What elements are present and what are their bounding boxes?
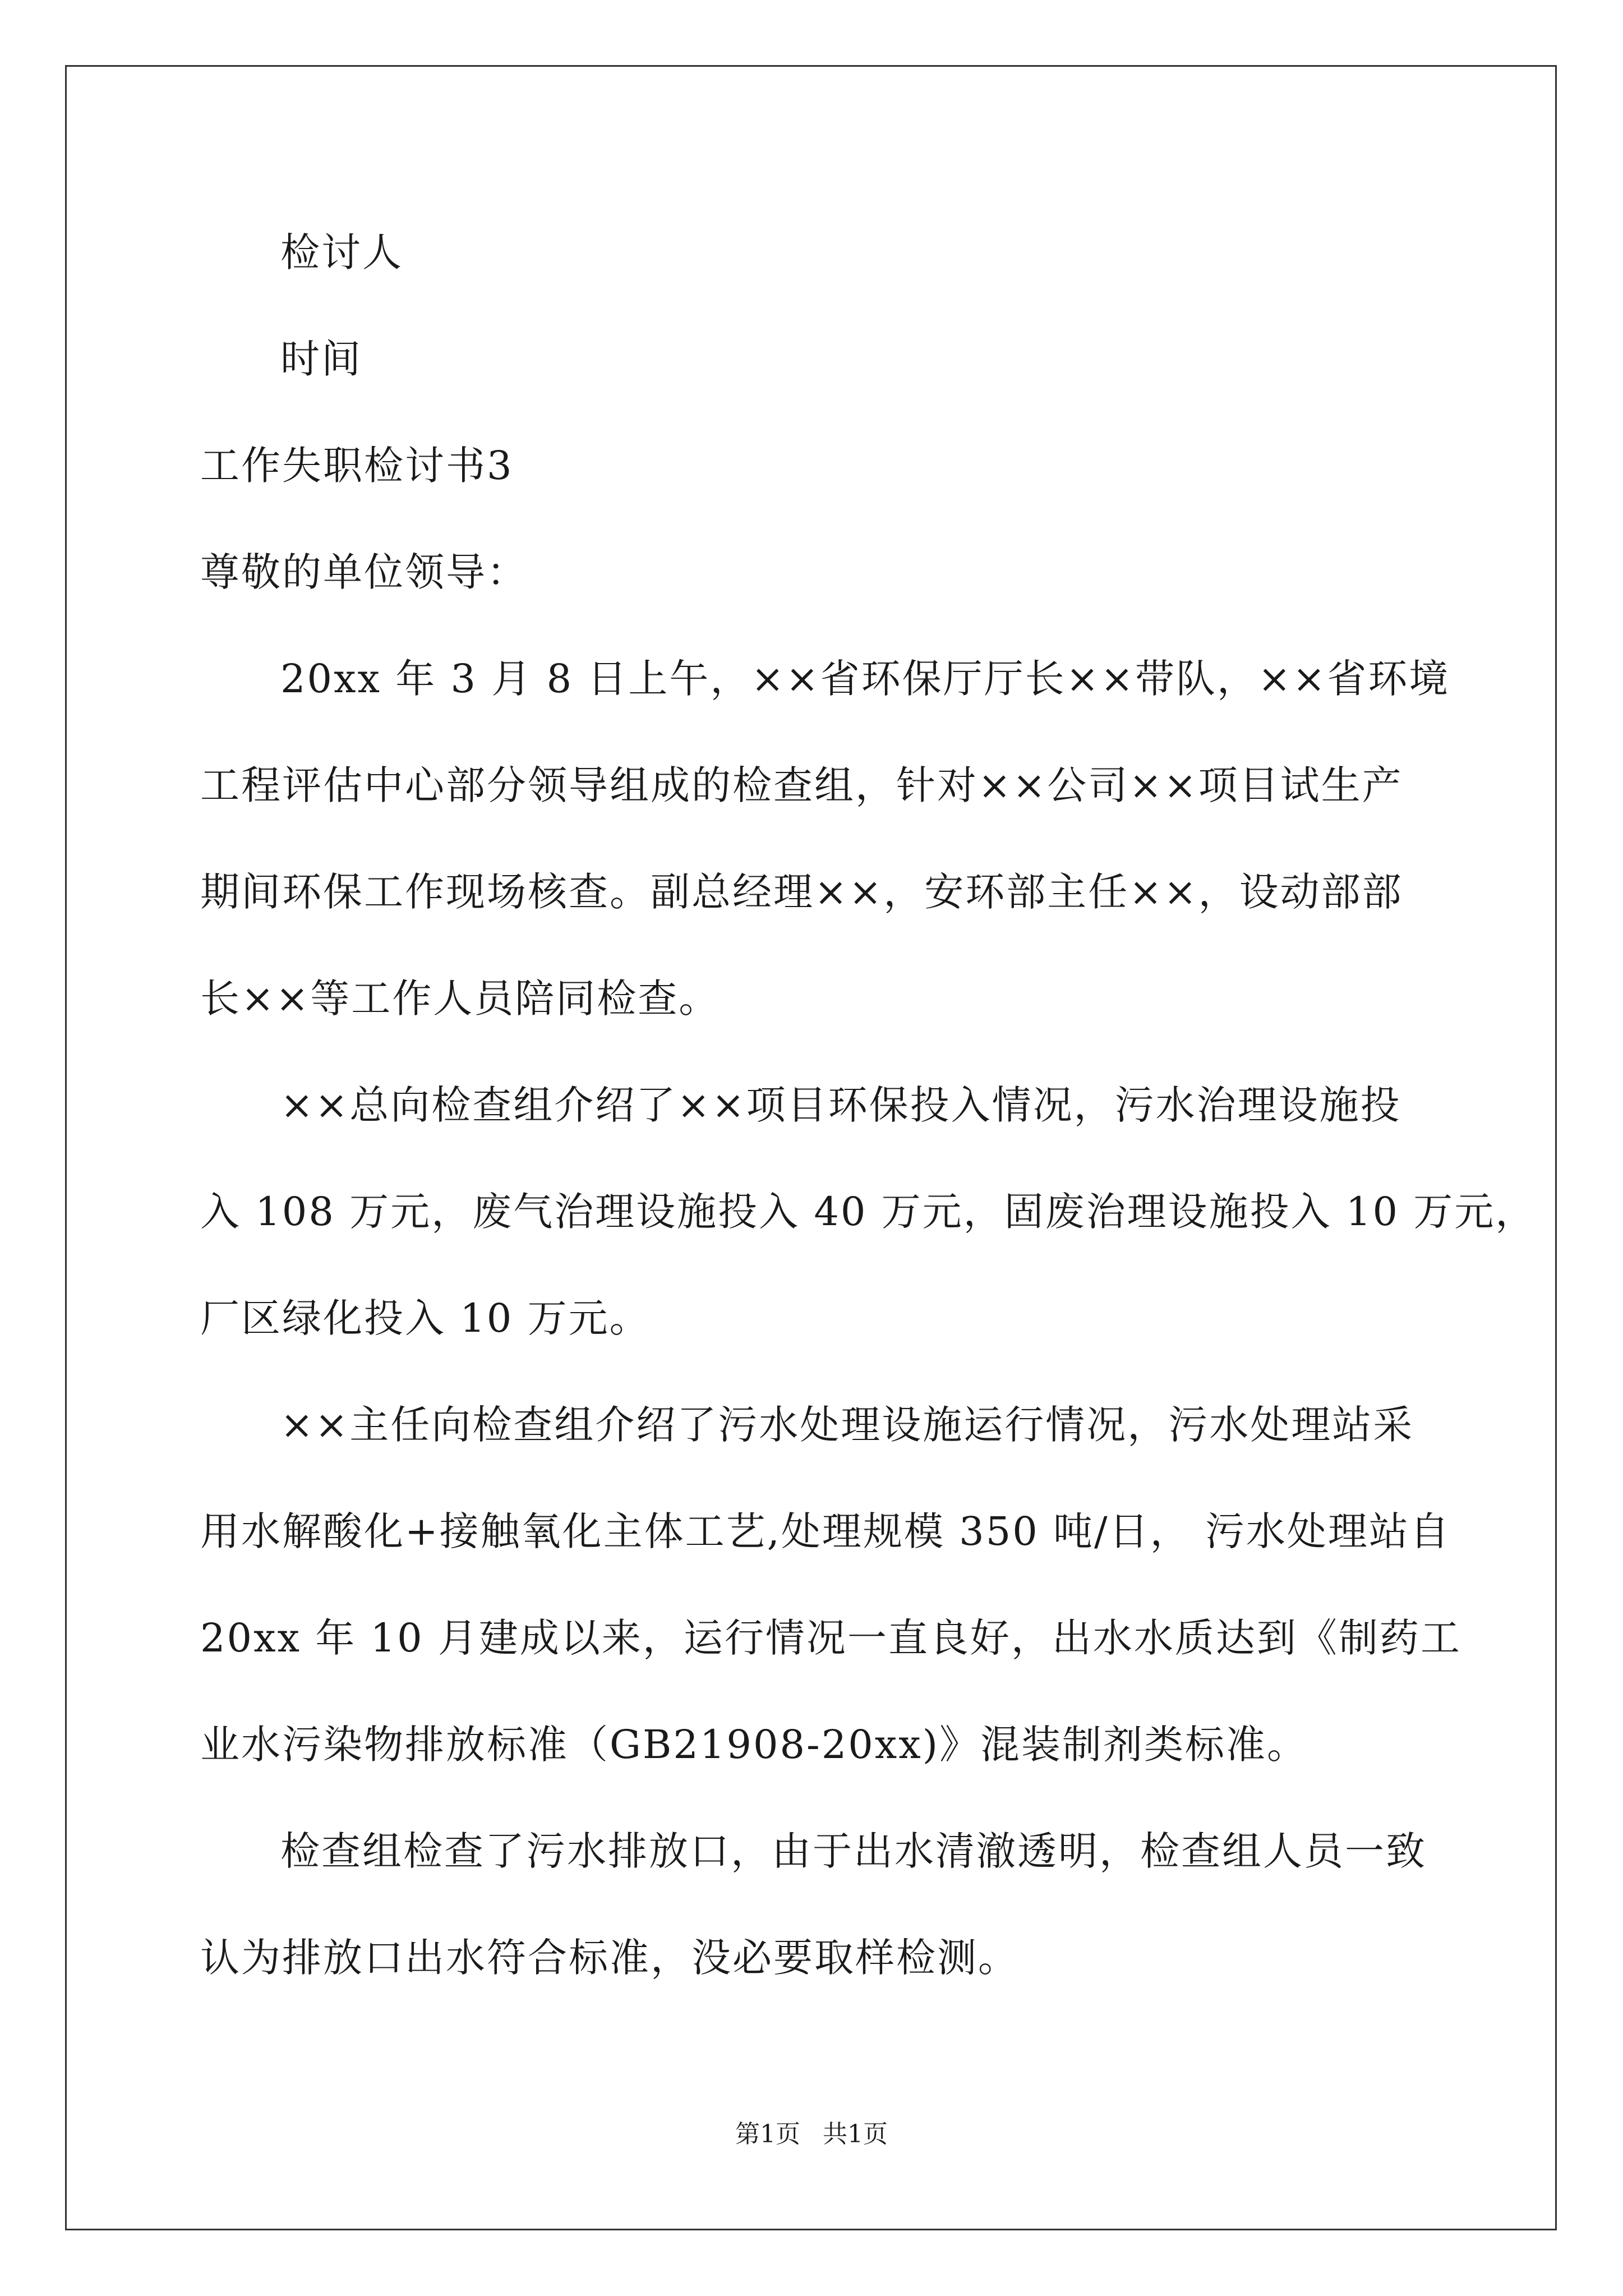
page-footer	[0, 2118, 1623, 2151]
paragraph-2-line-1: ××总向检查组介绍了××项目环保投入情况，污水治理设施投	[280, 1082, 1401, 1128]
document-title: 工作失职检讨书3	[200, 443, 514, 489]
page-border	[65, 65, 1557, 2230]
paragraph-3-line-3: 20xx 年 10 月建成以来，运行情况一直良好，出水水质达到《制药工	[200, 1615, 1461, 1661]
paragraph-3-line-1: ××主任向检查组介绍了污水处理设施运行情况，污水处理站采	[280, 1402, 1414, 1448]
paragraph-3-line-2: 用水解酸化+接触氧化主体工艺,处理规模 350 吨/日， 污水处理站自	[200, 1508, 1451, 1554]
signature-reviewer-label: 检讨人	[280, 229, 403, 275]
salutation: 尊敬的单位领导：	[200, 549, 528, 595]
paragraph-2-line-3: 厂区绿化投入 10 万元。	[200, 1295, 651, 1341]
paragraph-1-line-1: 20xx 年 3 月 8 日上午，××省环保厅厅长××带队，××省环境	[280, 656, 1450, 702]
signature-time-label: 时间	[280, 336, 362, 382]
paragraph-1-line-4: 长××等工作人员陪同检查。	[200, 976, 720, 1022]
paragraph-1-line-2: 工程评估中心部分领导组成的检查组，针对××公司××项目试生产	[200, 762, 1403, 808]
page-total: 共1页	[823, 2120, 888, 2148]
paragraph-3-line-4: 业水污染物排放标准（GB21908-20xx)》混装制剂类标准。	[200, 1722, 1308, 1768]
paragraph-2-line-2: 入 108 万元，废气治理设施投入 40 万元，固废治理设施投入 10 万元，	[200, 1189, 1537, 1235]
paragraph-4-line-1: 检查组检查了污水排放口，由于出水清澈透明，检查组人员一致	[280, 1828, 1427, 1874]
paragraph-4-line-2: 认为排放口出水符合标准，没必要取样检测。	[200, 1935, 1019, 1981]
paragraph-1-line-3: 期间环保工作现场核查。副总经理××，安环部主任××，设动部部	[200, 869, 1403, 915]
page-current: 第1页	[735, 2120, 800, 2148]
